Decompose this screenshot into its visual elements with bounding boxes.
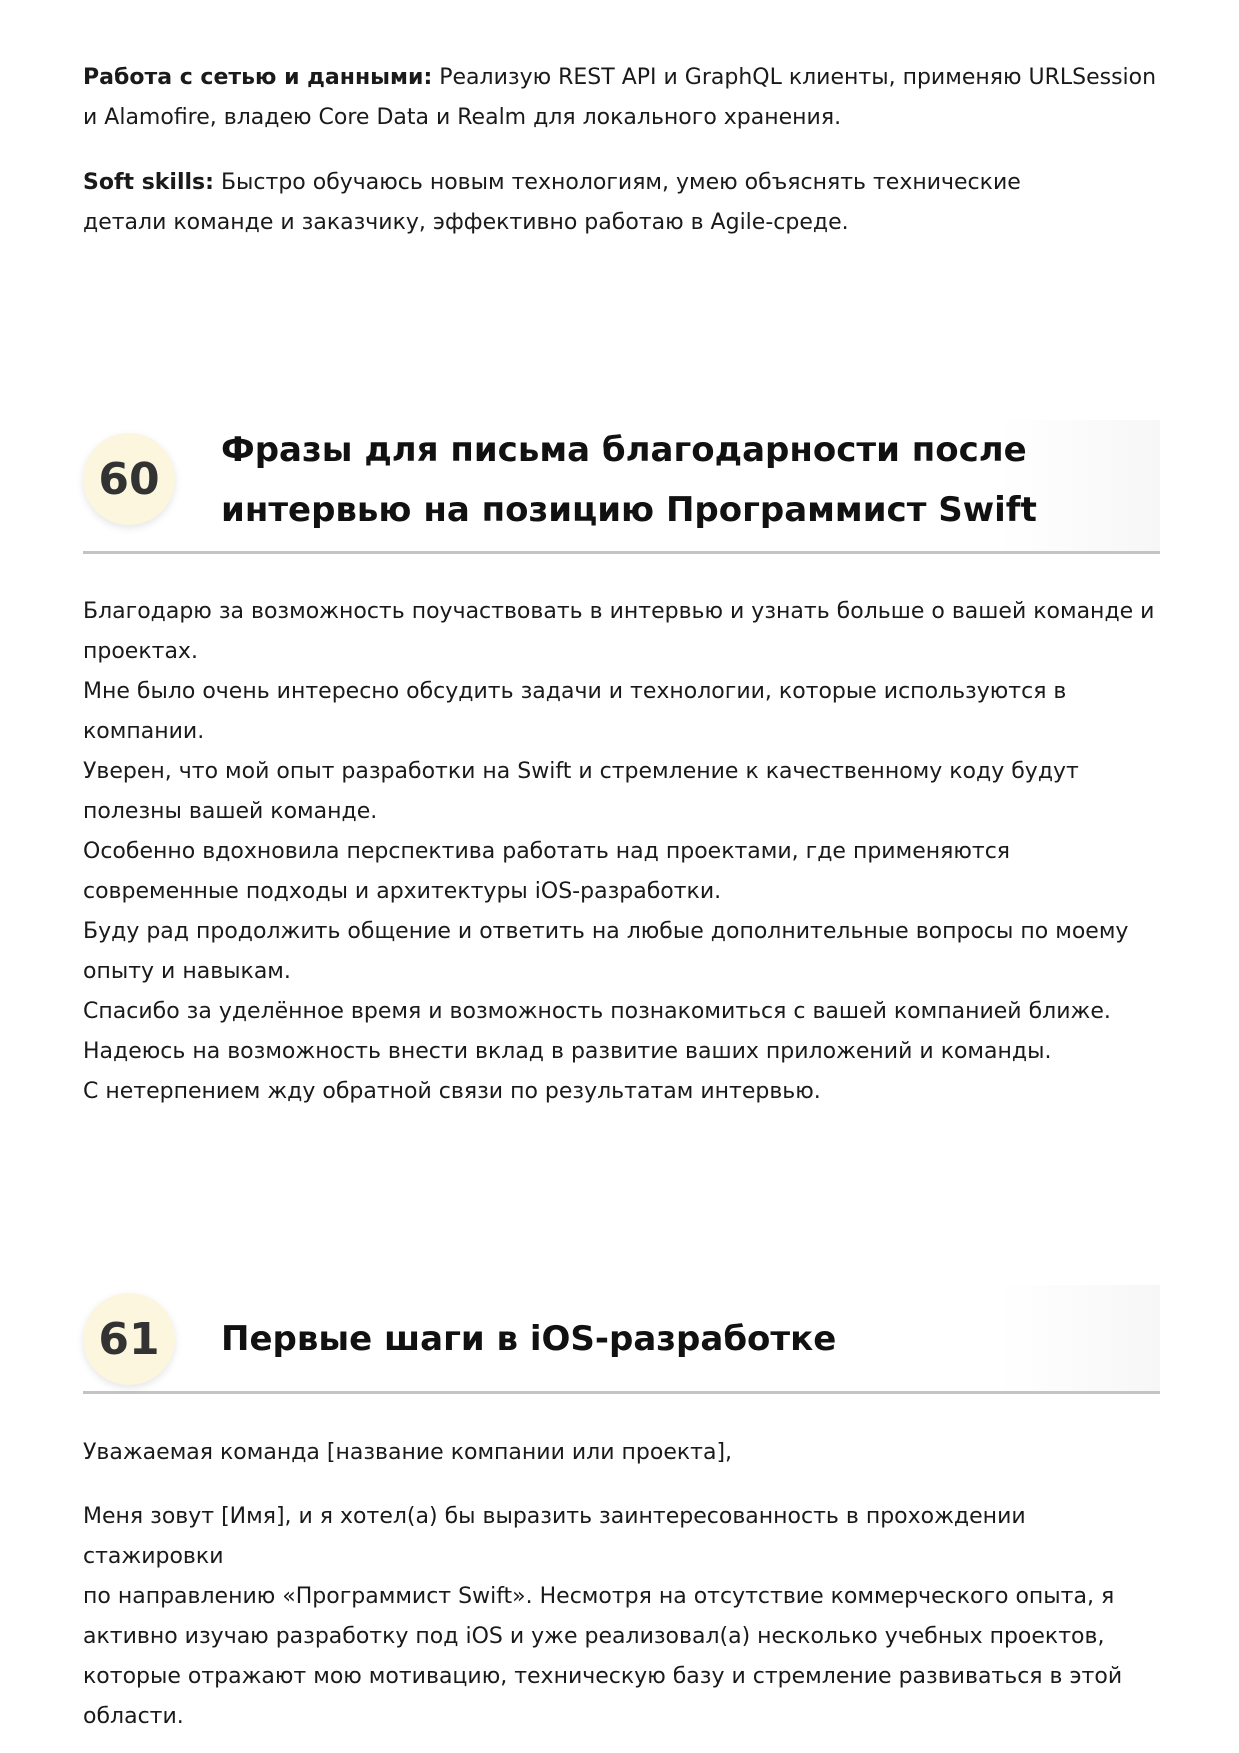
- section-60-title: [221, 420, 1037, 540]
- section-60-line: Мне было очень интересно обсудить задачи и технологии, которые используются в: [83, 679, 1067, 704]
- section-60-title-line-2: интервью на позицию Программист Swift: [221, 490, 1037, 530]
- section-60-line: Надеюсь на возможность внести вклад в развитие ваших приложений и команды.: [83, 1039, 1052, 1064]
- section-60-line: компании.: [83, 719, 205, 744]
- section-60-line: опыту и навыкам.: [83, 959, 291, 984]
- soft-skills-label: Soft skills:: [83, 170, 214, 195]
- section-61-line: которые отражают мою мотивацию, техническую базу и стремление развиваться в этой: [83, 1664, 1123, 1689]
- section-60-line: С нетерпением жду обратной связи по результатам интервью.: [83, 1079, 821, 1104]
- section-60-line: полезны вашей команде.: [83, 799, 378, 824]
- section-61-title: Первые шаги в iOS-разработке: [221, 1319, 837, 1359]
- section-61-line: Меня зовут [Имя], и я хотел(а) бы выразить заинтересованность в прохождении стажировки: [83, 1504, 1026, 1569]
- section-61-line: активно изучаю разработку под iOS и уже реализовал(а) несколько учебных проектов,: [83, 1624, 1105, 1649]
- section-60-line: Буду рад продолжить общение и ответить на любые дополнительные вопросы по моему: [83, 919, 1129, 944]
- section-60-line: Спасибо за уделённое время и возможность познакомиться с вашей компанией ближе.: [83, 999, 1111, 1024]
- section-60-number-badge: 60: [83, 433, 175, 525]
- section-60-line: Особенно вдохновила перспектива работать над проектами, где применяются: [83, 839, 1011, 864]
- section-61-line: области.: [83, 1704, 184, 1729]
- section-60-line: проектах.: [83, 639, 198, 664]
- section-61-header: [83, 1285, 1160, 1394]
- section-60-body: [83, 592, 1160, 1112]
- section-61-body: [83, 1497, 1160, 1737]
- section-60-line: современные подходы и архитектуры iOS-разработки.: [83, 879, 722, 904]
- section-60-line: Уверен, что мой опыт разработки на Swift и стремление к качественному коду будут: [83, 759, 1079, 784]
- section-60-header: [83, 420, 1160, 554]
- soft-skills-paragraph: [83, 163, 1093, 243]
- section-61-number-badge: 61: [83, 1293, 175, 1385]
- section-61-greeting: Уважаемая команда [название компании или проекта],: [83, 1440, 733, 1465]
- section-60-title-line-1: Фразы для письма благодарности после: [221, 430, 1027, 470]
- soft-skills-text: Быстро обучаюсь новым технологиям, умею объяснять технические детали команде и заказчику, эффективно работаю в Agile-среде.: [83, 170, 1021, 235]
- networking-skills-text: Реализую REST API и GraphQL клиенты, применяю URLSession и Alamofire, владею Core Data и Realm для локального хранения.: [83, 65, 1157, 130]
- section-61-line: по направлению «Программист Swift». Несмотря на отсутствие коммерческого опыта, я: [83, 1584, 1115, 1609]
- networking-skills-label: Работа с сетью и данными:: [83, 65, 433, 90]
- networking-skills-paragraph: [83, 58, 1160, 138]
- section-60-line: Благодарю за возможность поучаствовать в интервью и узнать больше о вашей команде и: [83, 599, 1155, 624]
